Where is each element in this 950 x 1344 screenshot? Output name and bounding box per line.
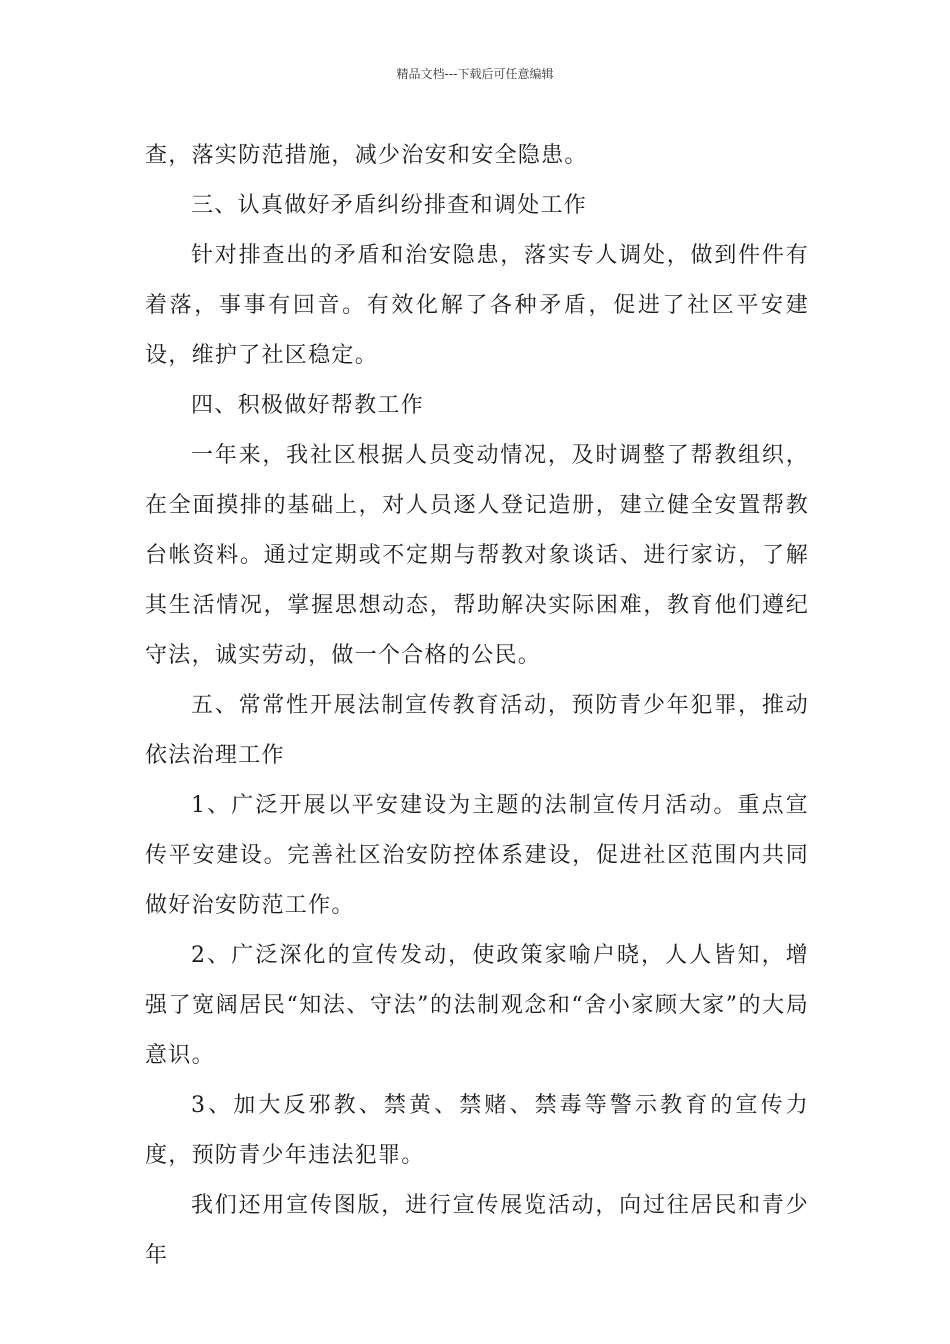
- paragraph-2: 针对排查出的矛盾和治安隐患，落实专人调处，做到件件有着落，事事有回音。有效化解了各种矛盾，促进了社区平安建设，维护了社区稳定。: [145, 243, 809, 368]
- section-heading-4: 四、积极做好帮教工作: [191, 393, 425, 418]
- paragraph-1: 查，落实防范措施，减少治安和安全隐患。: [145, 143, 588, 168]
- list-item-2: 2、广泛深化的宣传发动，使政策家喻户晓，人人皆知，增强了宽阔居民“知法、守法”的法制观念和“舍小家顾大家”的大局意识。: [145, 943, 809, 1068]
- list-item-3: 3、加大反邪教、禁黄、禁赌、禁毒等警示教育的宣传力度，预防青少年违法犯罪。: [145, 1093, 809, 1168]
- paragraph-4: 我们还用宣传图版，进行宣传展览活动，向过往居民和青少年: [145, 1193, 809, 1268]
- document-body: [145, 131, 809, 1281]
- paragraph-3: 一年来，我社区根据人员变动情况，及时调整了帮教组织，在全面摸排的基础上，对人员逐人登记造册，建立健全安置帮教台帐资料。通过定期或不定期与帮教对象谈话、进行家访，了解其生活情况，掌握思想动态，帮助解决实际困难，教育他们遵纪守法，诚实劳动，做一个合格的公民。: [145, 443, 809, 668]
- section-heading-5: 五、常常性开展法制宣传教育活动，预防青少年犯罪，推动依法治理工作: [145, 693, 809, 768]
- list-item-1: 1、广泛开展以平安建设为主题的法制宣传月活动。重点宣传平安建设。完善社区治安防控体系建设，促进社区范围内共同做好治安防范工作。: [145, 793, 809, 918]
- page-header: 精品文档---下载后可任意编辑: [396, 67, 554, 81]
- section-heading-3: 三、认真做好矛盾纠纷排查和调处工作: [191, 193, 588, 218]
